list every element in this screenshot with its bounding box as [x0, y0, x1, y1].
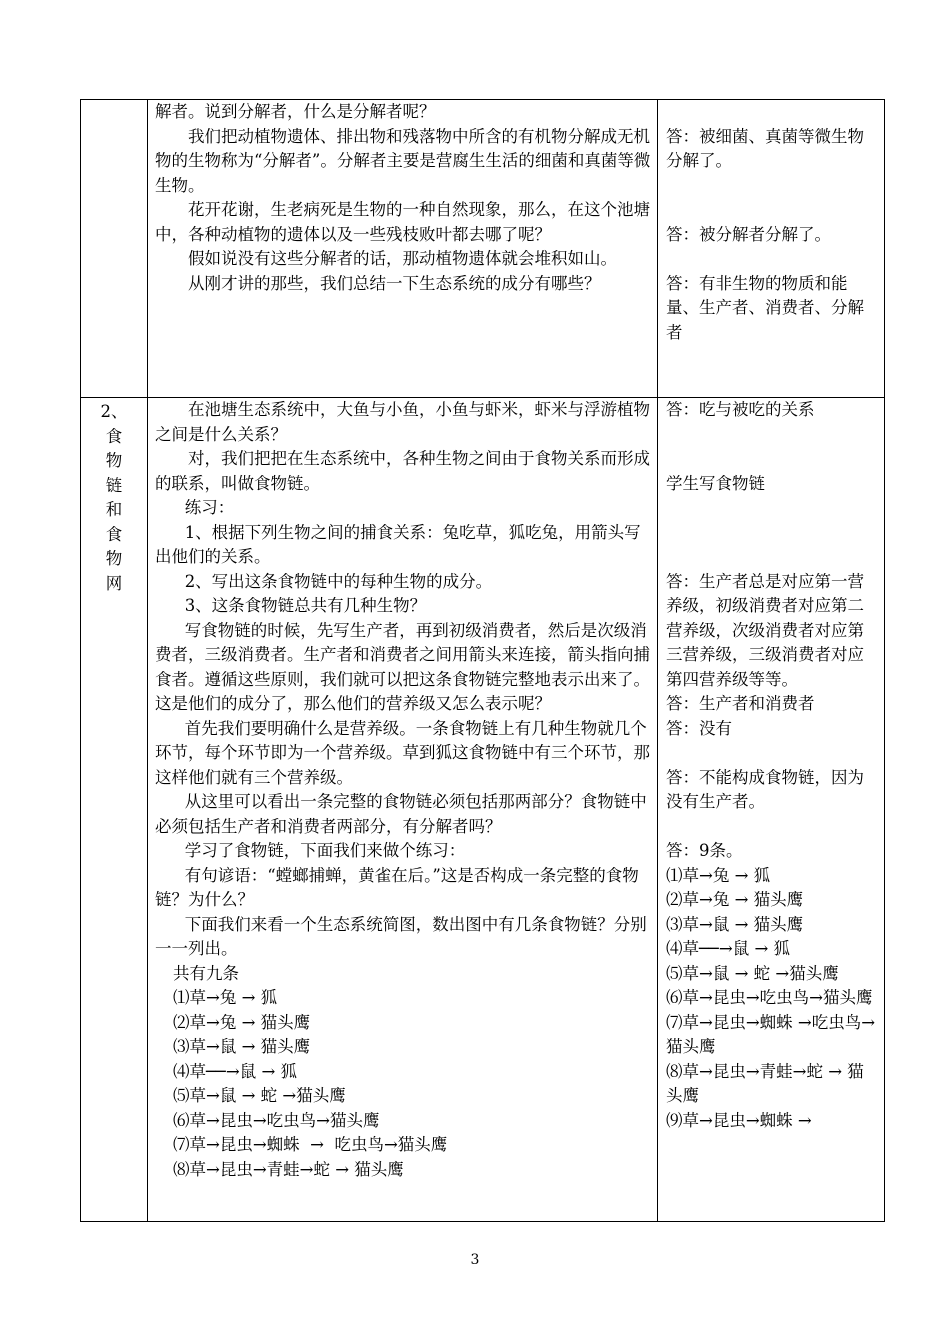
- list-item: ⑴草→兔 → 狐: [666, 865, 771, 885]
- list-item: ⑶草→鼠 → 猫头鹰: [173, 1037, 311, 1056]
- paragraph: 1、根据下列生物之间的捕食关系：兔吃草，狐吃兔，用箭头写出他们的关系。: [155, 522, 641, 566]
- section-cell: [81, 398, 148, 1222]
- list-item: ⑸草→鼠 → 蛇 →猫头鹰: [173, 1086, 346, 1105]
- paragraph: 练习：: [184, 498, 235, 517]
- student-activity-cell: [658, 398, 885, 1222]
- section-title: 2、 食 物 链 和 食 物 网: [100, 402, 128, 593]
- lesson-plan-table: [80, 99, 885, 1222]
- answer-text: 答：生产者总是对应第一营养级，初级消费者对应第二营养级，次级消费者对应第三营养级，三级消费者对应第四营养级等等。: [666, 571, 864, 689]
- paragraph: 我们把动植物遗体、排出物和残落物中所含的有机物分解成无机物的生物称为“分解者”。分解者主要是营腐生生活的细菌和真菌等微生物。: [155, 126, 651, 195]
- list-item: ⑷草──→鼠 → 狐: [666, 939, 791, 958]
- paragraph: 从这里可以看出一条完整的食物链必须包括那两部分？食物链中必须包括生产者和消费者两部分，有分解者吗？: [155, 792, 647, 836]
- answer-text: 答：9条。: [666, 841, 743, 860]
- teacher-activity-cell: [148, 100, 658, 398]
- list-item: ⑹草→昆虫→吃虫鸟→猫头鹰: [173, 1110, 380, 1130]
- table-row: [81, 398, 885, 1222]
- list-item: ⑴草→兔 → 狐: [173, 988, 278, 1007]
- list-item: ⑵草→兔 → 猫头鹰: [173, 1012, 311, 1032]
- table-row: [81, 100, 885, 398]
- paragraph: 首先我们要明确什么是营养级。一条食物链上有几种生物就几个环节，每个环节即为一个营养级。草到狐这食物链中有三个环节，那这样他们就有三个营养级。: [155, 718, 650, 787]
- paragraph: 有句谚语：“螳螂捕蝉，黄雀在后。”这是否构成一条完整的食物链？为什么？: [155, 865, 639, 909]
- answer-text: 答：吃与被吃的关系: [666, 400, 815, 419]
- paragraph: 对，我们把把在生态系统中，各种生物之间由于食物关系而形成的联系，叫做食物链。: [155, 449, 650, 493]
- paragraph: 下面我们来看一个生态系统简图，数出图中有几条食物链？分别一一列出。: [155, 914, 647, 958]
- page-number: 3: [470, 1252, 480, 1268]
- list-item: ⑺草→昆虫→蜘蛛 → 吃虫鸟→猫头鹰: [173, 1135, 448, 1154]
- paragraph: 在池塘生态系统中，大鱼与小鱼，小鱼与虾米，虾米与浮游植物之间是什么关系？: [155, 400, 650, 444]
- list-item: ⑼草→昆虫→蜘蛛 →: [666, 1110, 812, 1130]
- paragraph: 2、写出这条食物链中的每种生物的成分。: [184, 571, 493, 591]
- paragraph: 假如说没有这些分解者的话，那动植物遗体就会堆积如山。: [188, 249, 617, 268]
- list-item: ⑻草→昆虫→青蛙→蛇 → 猫头鹰: [666, 1061, 864, 1105]
- answer-text: 答：被分解者分解了。: [666, 224, 831, 244]
- answer-text: 答：有非生物的物质和能量、生产者、消费者、分解者: [666, 273, 864, 342]
- paragraph: 学习了食物链，下面我们来做个练习：: [184, 841, 466, 860]
- answer-text: 答：生产者和消费者: [666, 694, 815, 713]
- list-item: ⑵草→兔 → 猫头鹰: [666, 890, 804, 909]
- paragraph: 花开花谢，生老病死是生物的一种自然现象，那么，在这个池塘中，各种动植物的遗体以及一些残枝败叶都去哪了呢？: [155, 200, 650, 244]
- answer-text: 学生写食物链: [666, 473, 765, 493]
- paragraph: 3、这条食物链总共有几种生物？: [184, 596, 427, 615]
- list-item: ⑶草→鼠 → 猫头鹰: [666, 914, 804, 934]
- answer-text: 答：被细菌、真菌等微生物分解了。: [666, 126, 864, 170]
- section-cell: [81, 100, 148, 398]
- list-item: ⑸草→鼠 → 蛇 →猫头鹰: [666, 963, 839, 983]
- paragraph: 从刚才讲的那些，我们总结一下生态系统的成分有哪些？: [188, 273, 601, 293]
- list-item: ⑹草→昆虫→吃虫鸟→猫头鹰: [666, 988, 873, 1007]
- list-item: ⑻草→昆虫→青蛙→蛇 → 猫头鹰: [173, 1159, 404, 1179]
- teacher-activity-cell: [148, 398, 658, 1222]
- list-item: ⑷草──→鼠 → 狐: [173, 1061, 298, 1081]
- list-item: ⑺草→昆虫→蜘蛛 →吃虫鸟→猫头鹰: [666, 1012, 876, 1056]
- student-activity-cell: [658, 100, 885, 398]
- paragraph: 解者。说到分解者，什么是分解者呢？: [155, 102, 436, 121]
- answer-text: 答：没有: [666, 718, 732, 738]
- list-title: 共有九条: [173, 963, 239, 983]
- paragraph: 写食物链的时候，先写生产者，再到初级消费者，然后是次级消费者，三级消费者。生产者和消费者之间用箭头来连接，箭头指向捕食者。遵循这些原则，我们就可以把这条食物链完整地表示出来了。这是他们的成分了，那么他们的营养级又怎么表示呢？: [155, 620, 650, 713]
- answer-text: 答：不能构成食物链，因为没有生产者。: [666, 767, 864, 811]
